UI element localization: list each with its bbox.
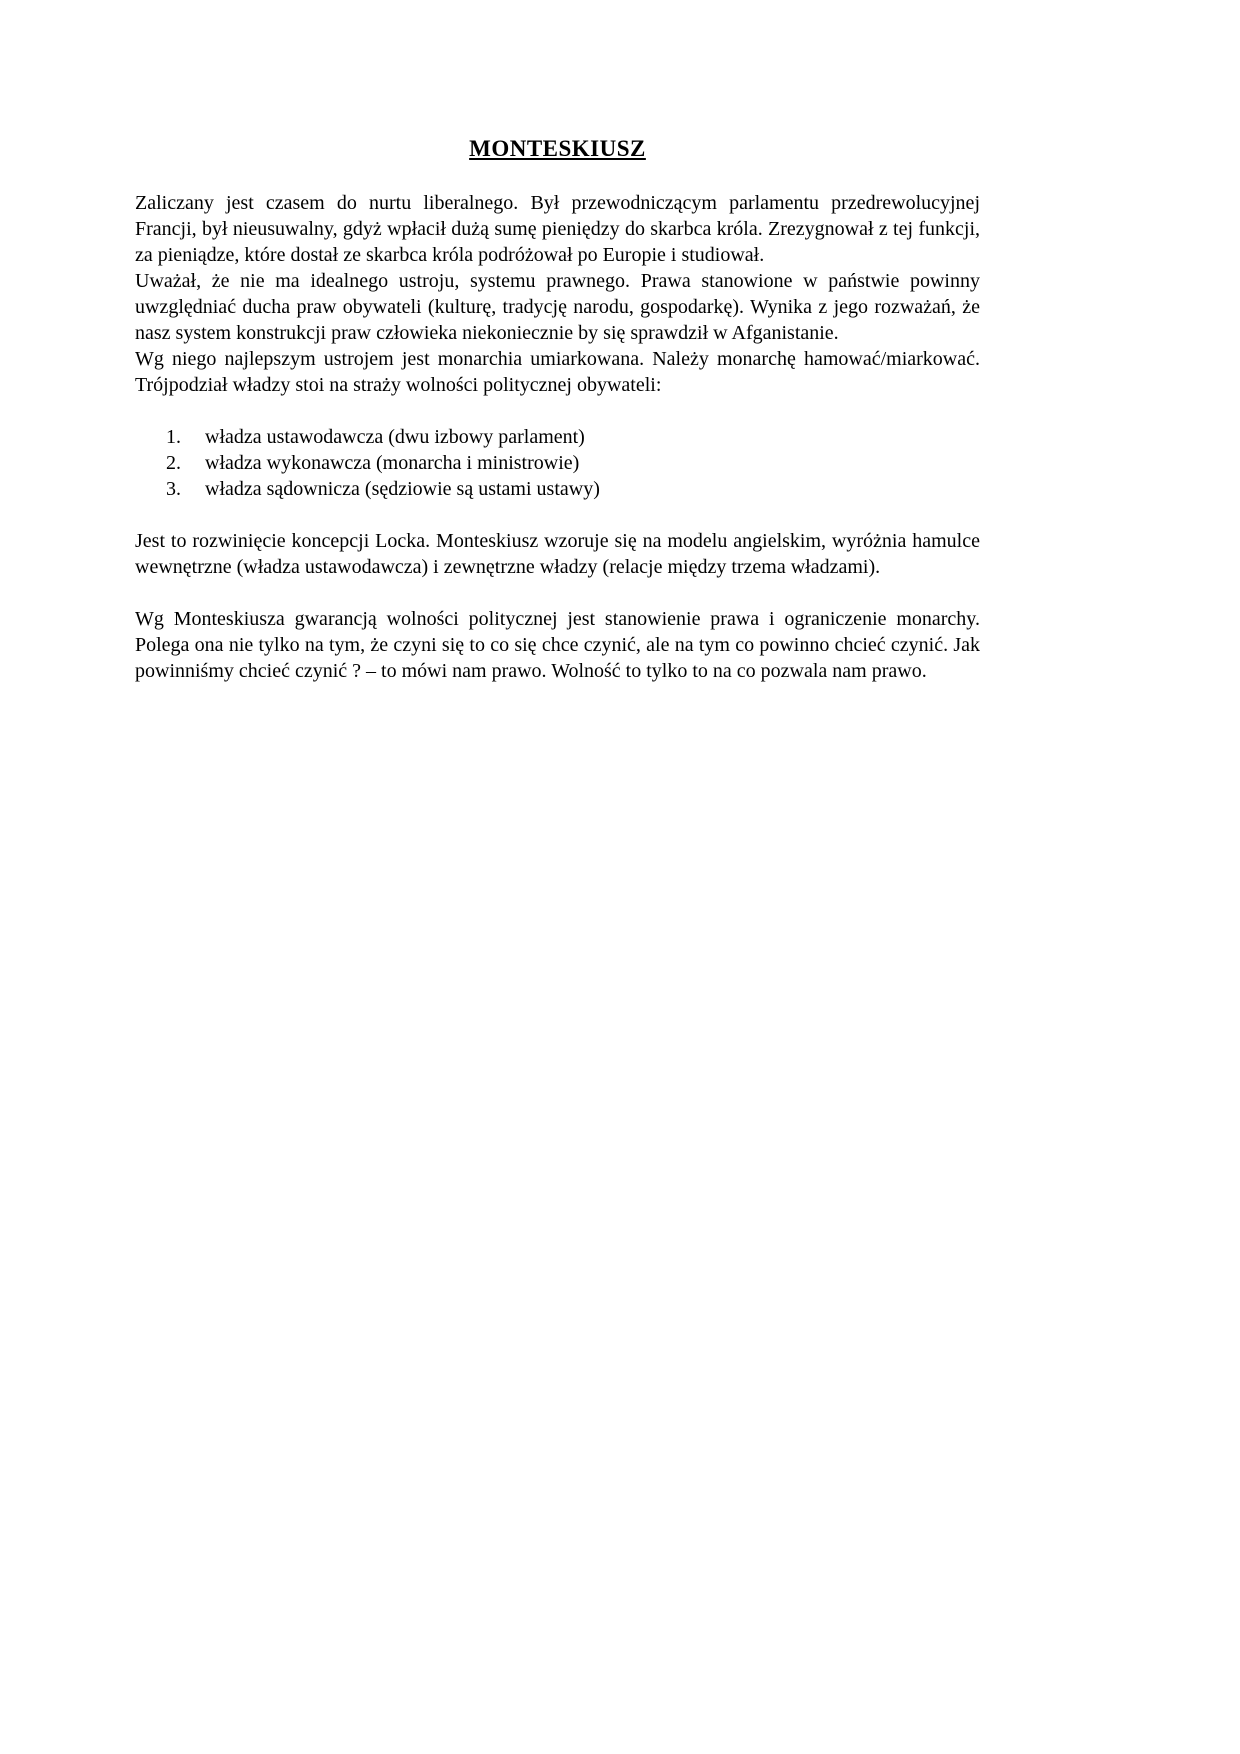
paragraph-freedom-law: Wg Monteskiusza gwarancją wolności politycznej jest stanowienie prawa i ograniczenie monarchy. Polega ona nie tylko na tym, że czyni się to co się chce czynić, ale na tym co powinno chcieć czynić. Jak powinniśmy chcieć czynić ? – to mówi nam prawo. Wolność to tylko to na co pozwala nam prawo. (135, 608, 980, 682)
paragraph-monarchy: Wg niego najlepszym ustrojem jest monarchia umiarkowana. Należy monarchę hamować/miarkować. Trójpodział władzy stoi na straży wolności politycznej obywateli: (135, 348, 980, 396)
list-item-text: władza ustawodawcza (dwu izbowy parlament) (205, 426, 585, 448)
paragraph-legal-system: Uważał, że nie ma idealnego ustroju, systemu prawnego. Prawa stanowione w państwie powinny uwzględniać ducha praw obywateli (kulturę, tradycję narodu, gospodarkę). Wynika z jego rozważań, że nasz system konstrukcji praw człowieka niekoniecznie by się sprawdził w Afganistanie. (135, 270, 980, 344)
list-item (166, 476, 980, 502)
list-item (166, 450, 980, 476)
page-title: MONTESKIUSZ (469, 136, 646, 161)
list-item (166, 424, 980, 450)
list-item-number: 1. (166, 426, 181, 448)
paragraph-locke-concept: Jest to rozwinięcie koncepcji Locka. Monteskiusz wzoruje się na modelu angielskim, wyróżnia hamulce wewnętrzne (władza ustawodawcza) i zewnętrzne władzy (relacje między trzema władzami). (135, 530, 980, 578)
separation-of-powers-list (135, 424, 980, 502)
list-item-number: 2. (166, 452, 181, 474)
list-item-text: władza wykonawcza (monarcha i ministrowie) (205, 452, 580, 474)
paragraph-biography: Zaliczany jest czasem do nurtu liberalnego. Był przewodniczącym parlamentu przedrewolucyjnej Francji, był nieusuwalny, gdyż wpłacił dużą sumę pieniędzy do skarbca króla. Zrezygnował z tej funkcji, za pieniądze, które dostał ze skarbca króla podróżował po Europie i studiował. (135, 192, 980, 266)
list-item-text: władza sądownicza (sędziowie są ustami ustawy) (205, 478, 600, 500)
list-item-number: 3. (166, 478, 181, 500)
